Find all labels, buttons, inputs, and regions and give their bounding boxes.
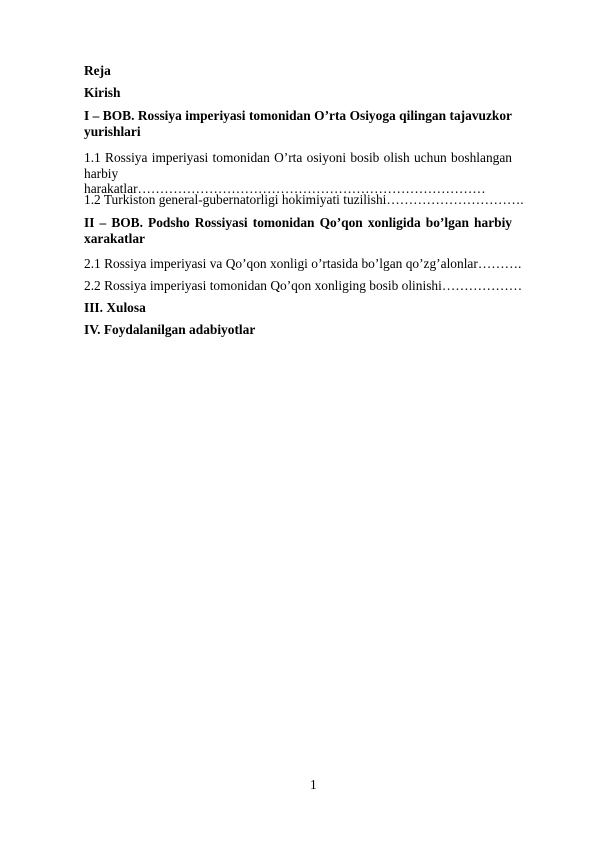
section-2-2: 2.2 Rossiya imperiyasi tomonidan Qo’qon xonliging bosib olinishi……………… (84, 278, 523, 293)
chapter-1-heading: I – BOB. Rossiya imperiyasi tomonidan O’rta Osiyoga qilingan tajavuzkor yurishlari (84, 108, 512, 139)
conclusion-heading: III. Xulosa (84, 300, 146, 315)
page-number: 1 (310, 777, 317, 792)
plan-heading: Reja (84, 63, 111, 78)
references-heading: IV. Foydalanilgan adabiyotlar (84, 322, 256, 337)
chapter-2-heading: II – BOB. Podsho Rossiyasi tomonidan Qo’qon xonligida bo’lgan harbiy xarakatlar (84, 215, 512, 246)
section-1-2: 1.2 Turkiston general-gubernatorligi hokimiyati tuzilishi…………………………. (84, 192, 524, 207)
section-2-1: 2.1 Rossiya imperiyasi va Qo’qon xonligi o’rtasida bo’lgan qo’zg’alonlar………. (84, 256, 522, 271)
section-1-1: 1.1 Rossiya imperiyasi tomonidan O’rta osiyoni bosib olish uchun boshlangan harbiy harakatlar…………………………………………………………………… (84, 150, 512, 196)
intro-heading: Kirish (84, 85, 121, 100)
